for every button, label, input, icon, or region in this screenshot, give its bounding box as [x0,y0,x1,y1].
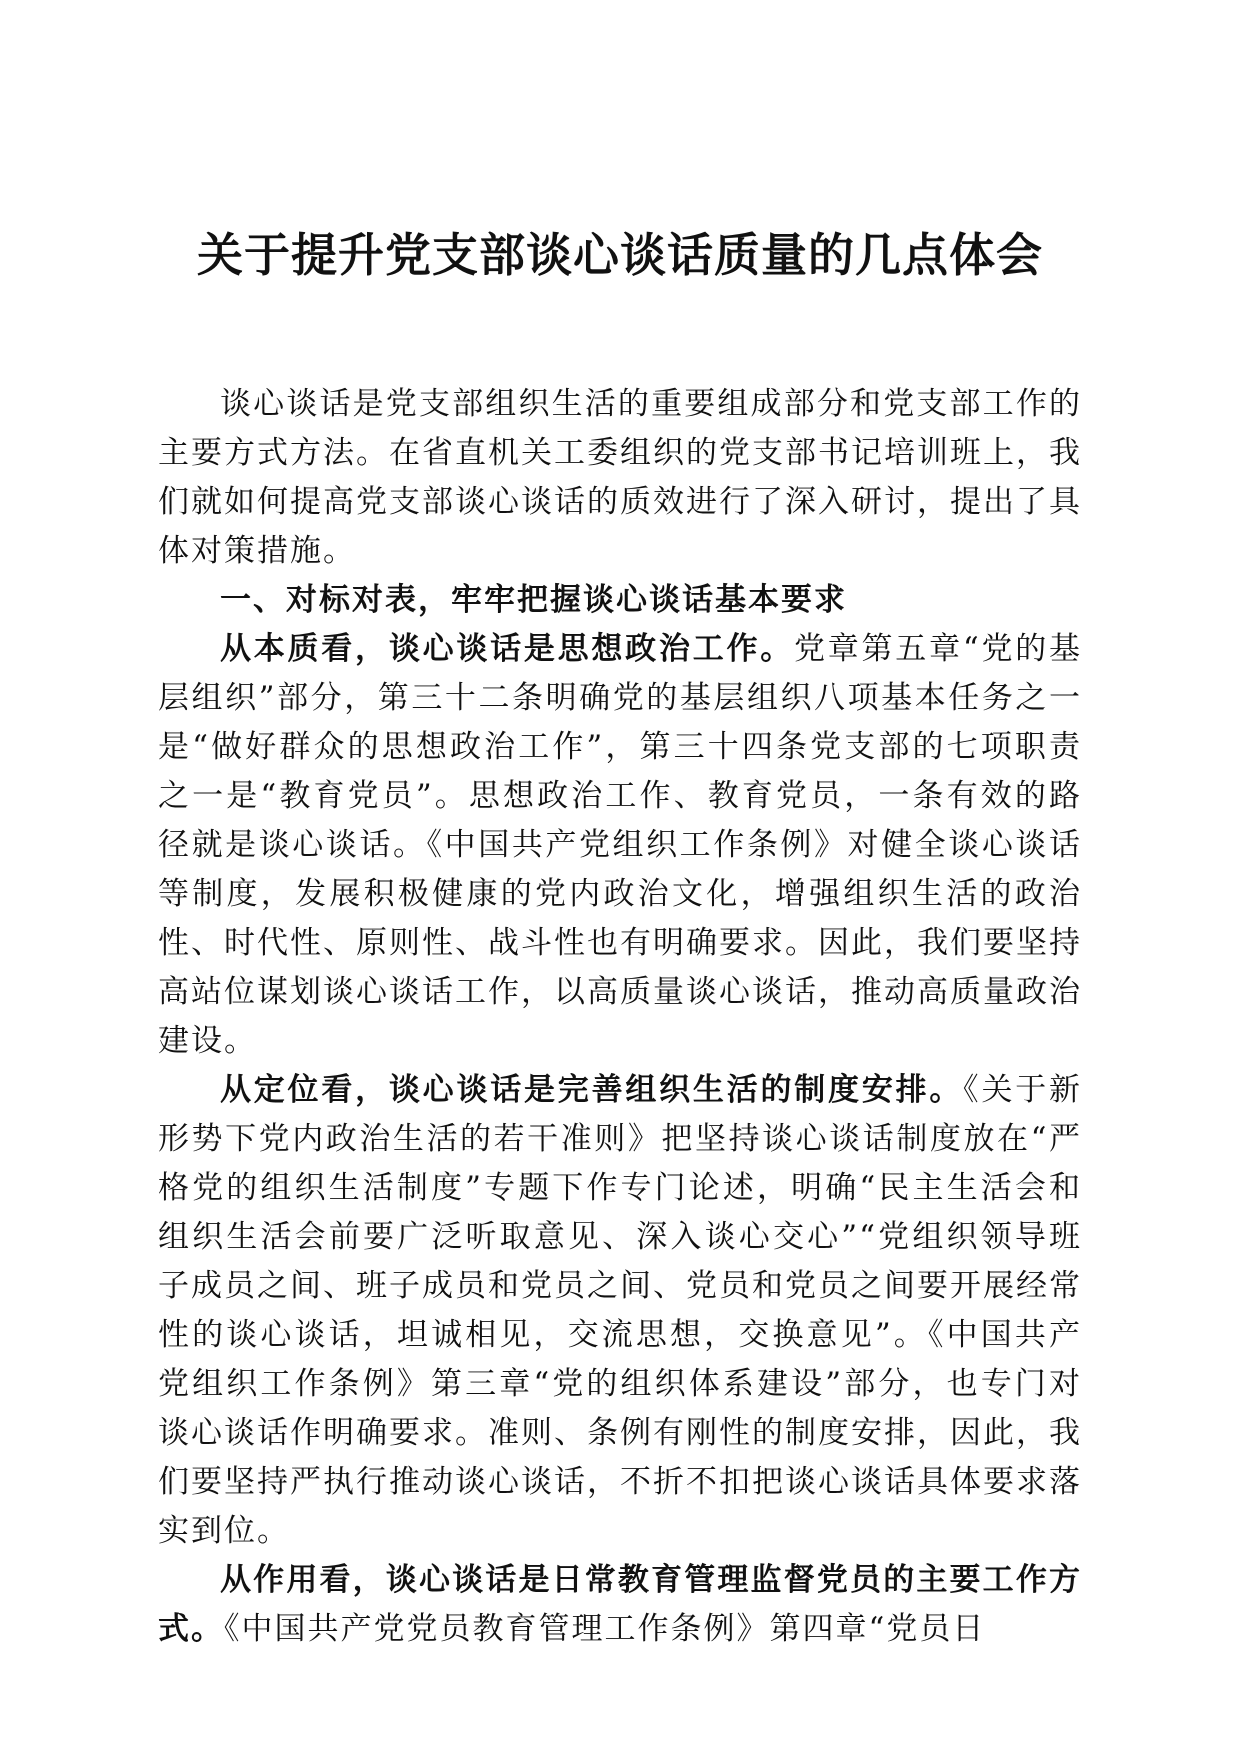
paragraph-body-essence: 党章第五章“党的基层组织”部分，第三十二条明确党的基层组织八项基本任务之一是“做好群众的思想政治工作”，第三十四条党支部的七项职责之一是“教育党员”。思想政治工作、教育党员，一条有效的路径就是谈心谈话。《中国共产党组织工作条例》对健全谈心谈话等制度，发展积极健康的党内政治文化，增强组织生活的政治性、时代性、原则性、战斗性也有明确要求。因此，我们要坚持高站位谋划谈心谈话工作，以高质量谈心谈话，推动高质量政治建设。 [158,631,1082,1059]
paragraph-body-positioning: 《关于新形势下党内政治生活的若干准则》把坚持谈心谈话制度放在“严格党的组织生活制度”专题下作专门论述，明确“民主生活会和组织生活会前要广泛听取意见、深入谈心交心”“党组织领导班子成员之间、班子成员和党员之间、党员和党员之间要开展经常性的谈心谈话，坦诚相见，交流思想，交换意见”。《中国共产党组织工作条例》第三章“党的组织体系建设”部分，也专门对谈心谈话作明确要求。准则、条例有刚性的制度安排，因此，我们要坚持严执行推动谈心谈话，不折不扣把谈心谈话具体要求落实到位。 [158,1072,1083,1549]
intro-paragraph: 谈心谈话是党支部组织生活的重要组成部分和党支部工作的主要方式方法。在省直机关工委组织的党支部书记培训班上，我们就如何提高党支部谈心谈话的质效进行了深入研讨，提出了具体对策措施。 [158,386,1082,569]
paragraph-positioning [158,1066,1082,1556]
paragraph-lead-function: 从作用看，谈心谈话是日常教育管理监督党员的主要工作方式。 [158,1562,1082,1647]
paragraph-essence [158,625,1082,1066]
paragraph-body-function: 《中国共产党党员教育管理工作条例》第四章“党员日 [224,1611,986,1647]
paragraph-lead-positioning: 从定位看，谈心谈话是完善组织生活的制度安排。 [220,1072,964,1108]
paragraph-function [158,1556,1082,1654]
document-body [158,380,1082,1654]
paragraph-lead-essence: 从本质看，谈心谈话是思想政治工作。 [220,631,795,667]
section-heading-1: 一、对标对表，牢牢把握谈心谈话基本要求 [220,582,847,618]
document-title: 关于提升党支部谈心谈话质量的几点体会 [197,228,1043,282]
